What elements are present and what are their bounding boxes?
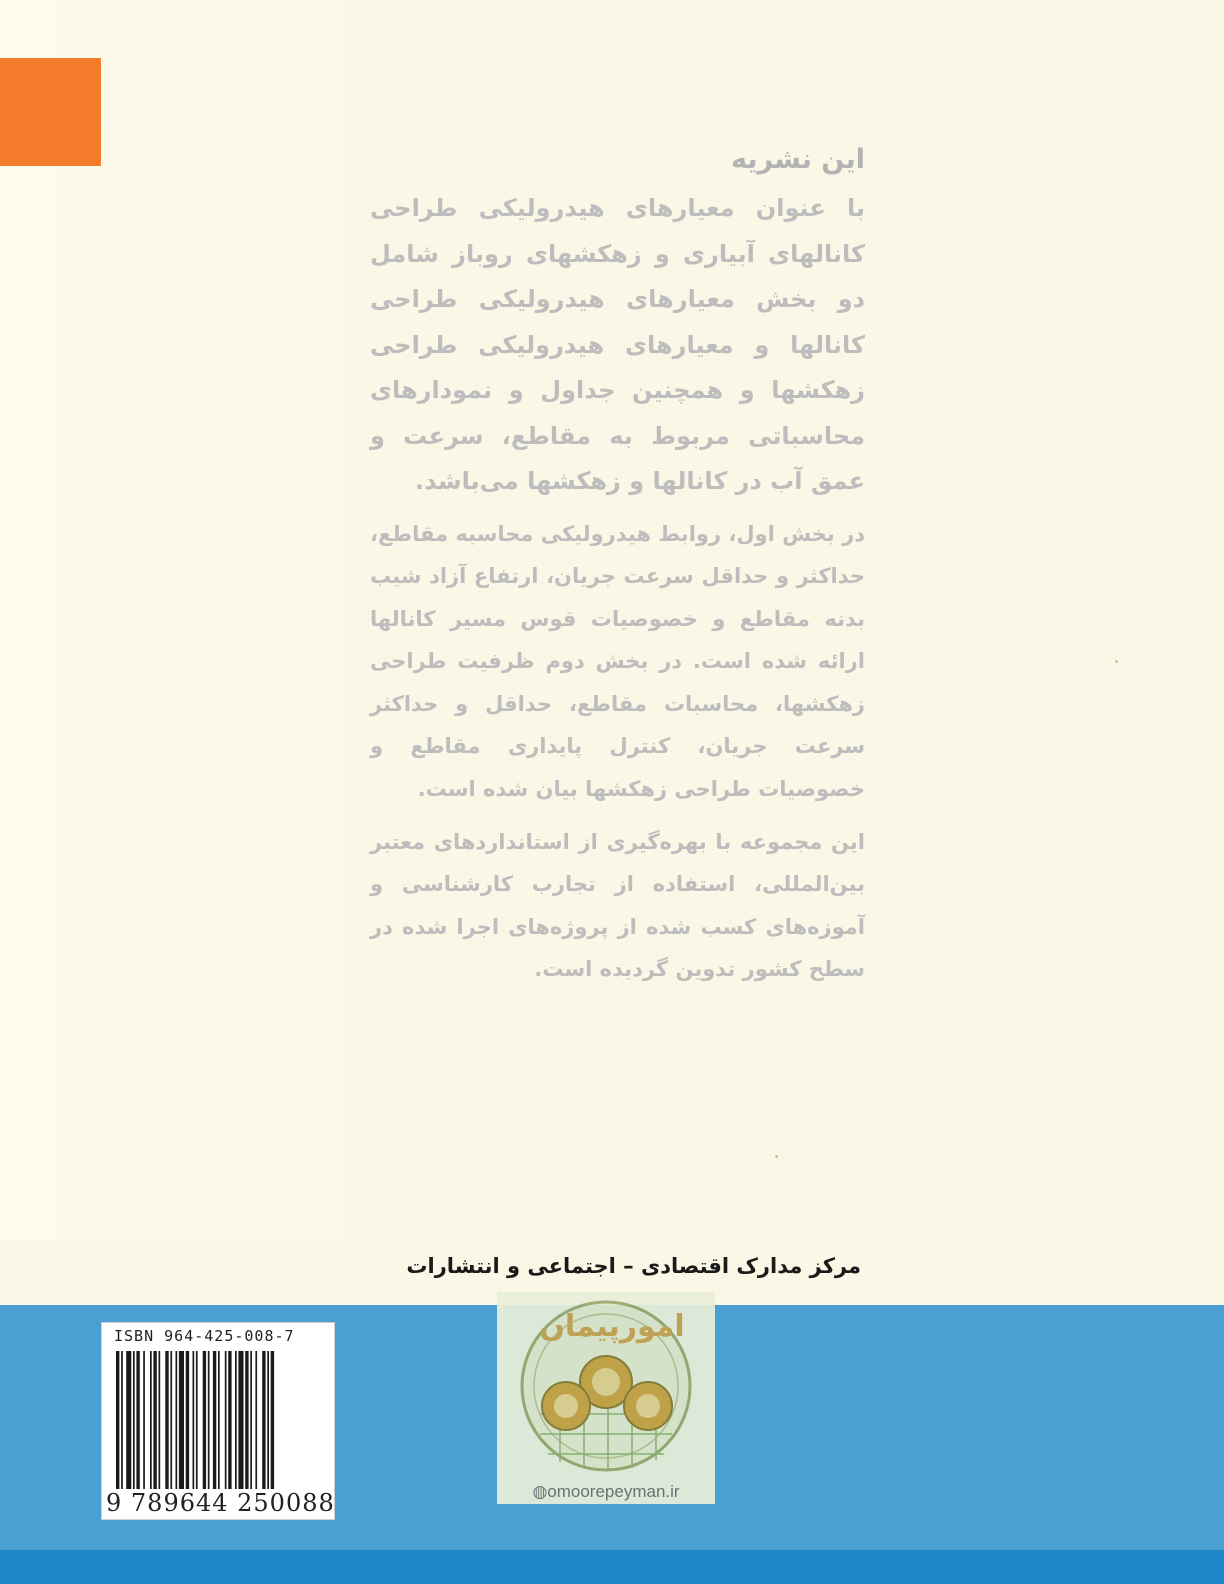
barcode-digits: 9 789644 250088 xyxy=(106,1489,335,1517)
paper-speck xyxy=(1115,660,1118,663)
barcode-bar xyxy=(153,1351,156,1489)
description-paragraph-3: این مجموعه با بهره‌گیری از استانداردهای معتبر بین‌المللی، استفاده از تجارب کارشناسی و آموزه‌های کسب شده از پروژه‌های اجرا شده در سطح کشور تدوین گردیده است. xyxy=(370,829,865,982)
barcode-bar xyxy=(133,1351,135,1489)
isbn-barcode xyxy=(101,1322,335,1520)
barcode-bar xyxy=(255,1351,257,1489)
barcode-bar xyxy=(203,1351,206,1489)
barcode-bar xyxy=(250,1351,252,1489)
barcode-bar xyxy=(186,1351,189,1489)
barcode-bar xyxy=(121,1351,123,1489)
barcode-bar xyxy=(159,1351,161,1489)
barcode-bar xyxy=(136,1351,139,1489)
barcode-bar xyxy=(165,1351,168,1489)
barcode-bar xyxy=(267,1351,269,1489)
barcode-bar xyxy=(262,1351,265,1489)
barcode-bar xyxy=(179,1351,184,1489)
barcode-bar xyxy=(208,1351,210,1489)
barcode-bar xyxy=(245,1351,248,1489)
description-heading: این نشریه xyxy=(730,144,865,175)
barcode-bar xyxy=(196,1351,198,1489)
barcode-bar xyxy=(271,1351,274,1489)
barcode-bar xyxy=(235,1351,237,1489)
watermark-url xyxy=(497,1482,715,1502)
publisher-name: مرکز مدارک اقتصادی – اجتماعی و انتشارات xyxy=(406,1254,861,1278)
paper-speck xyxy=(775,1155,778,1158)
barcode-bar xyxy=(213,1351,216,1489)
description-text-block xyxy=(370,140,865,1001)
globe-icon: ◍ xyxy=(532,1482,548,1501)
bottom-blue-strip xyxy=(0,1550,1224,1584)
watermark xyxy=(497,1292,715,1504)
barcode-bar xyxy=(116,1351,119,1489)
barcode-bar xyxy=(126,1351,131,1489)
barcode-bar xyxy=(225,1351,227,1489)
description-paragraph-2: در بخش اول، روابط هیدرولیکی محاسبه مقاطع، حداکثر و حداقل سرعت جریان، ارتفاع آزاد شیب بدنه مقاطع و خصوصیات قوس مسیر کانالها ارائه شده است. در بخش دوم ظرفیت طراحی زهکشها، محاسبات مقاطع، حداقل و حداکثر سرعت جریان، کنترل پایداری مقاطع و خصوصیات طراحی زهکشها بیان شده است. xyxy=(369,521,865,802)
barcode-bar xyxy=(218,1351,220,1489)
barcode-bar xyxy=(238,1351,243,1489)
barcode-bar xyxy=(193,1351,195,1489)
seal-logo-icon xyxy=(500,1294,712,1474)
orange-accent-block xyxy=(0,58,101,166)
watermark-url-text: omoorepeyman.ir xyxy=(547,1482,680,1501)
seal-text: امورپیمان xyxy=(539,1309,685,1344)
barcode-bar xyxy=(228,1351,231,1489)
barcode-bar xyxy=(150,1351,152,1489)
barcode-bars xyxy=(116,1351,320,1489)
barcode-bar xyxy=(176,1351,178,1489)
description-paragraph-1: با عنوان معیارهای هیدرولیکی طراحی کانالهای آبیاری و زهکشهای روباز شامل دو بخش معیارهای هیدرولیکی طراحی کانالها و معیارهای هیدرولیکی طراحی زهکشها و همچنین جداول و نمودارهای محاسباتی مربوط به مقاطع، سرعت و عمق آب در کانالها و زهکشها می‌باشد. xyxy=(370,194,865,495)
barcode-bar xyxy=(170,1351,172,1489)
isbn-text: ISBN 964-425-008-7 xyxy=(114,1327,295,1345)
barcode-bar xyxy=(143,1351,145,1489)
left-cover-panel xyxy=(0,0,345,1240)
